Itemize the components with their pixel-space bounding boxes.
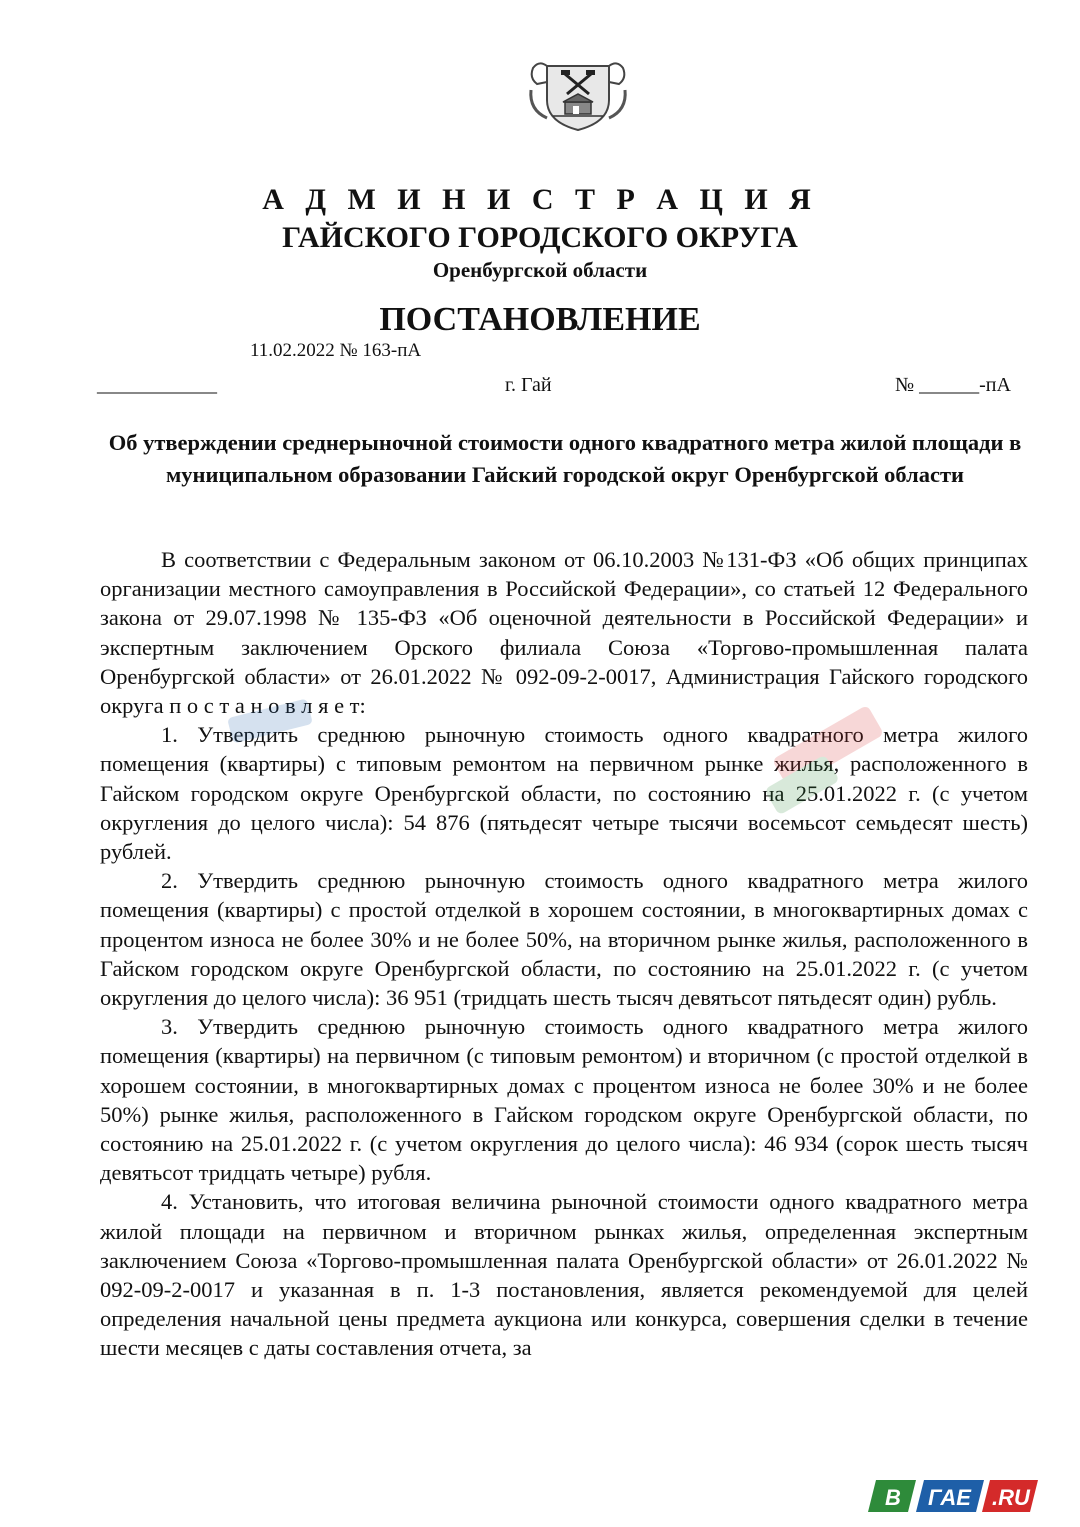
coat-of-arms-icon [527, 60, 629, 132]
clause-4: 4. Установить, что итоговая величина рыночной стоимости одного квадратного метра жилой площади на первичном и вторичном рынках жилья, определенная экспертным заключением Союза «Торгово-промышленная палата Оренбургской области» от 26.01.2022 № 092-09-2-0017 и указанная в п. 1-3 постановления, является рекомендуемой для целей определения начальной цены предмета аукциона или конкурса, совершения сделки в течение шести месяцев с даты составления отчета, за [100, 1189, 1028, 1361]
clause-1: 1. Утвердить среднюю рыночную стоимость одного квадратного метра жилого помещения (квартиры) с типовым ремонтом на первичном рынке жилья, расположенного в Гайском городском округе Оренбургской области, по состоянию на 25.01.2022 г. (с учетом округления до целого числа): 54 876 (пятьдесят четыре тысячи восемьсот семьдесят шесть) рублей. [100, 722, 1028, 865]
site-logo-icon [866, 1480, 1040, 1512]
city-label: г. Гай [505, 374, 552, 396]
svg-text:В: В [885, 1485, 901, 1510]
decree-title: ПОСТАНОВЛЕНИЕ [379, 301, 701, 338]
decree-body [100, 545, 1028, 1363]
okrug-title: ГАЙСКОГО ГОРОДСКОГО ОКРУГА [282, 221, 798, 254]
clause-3: 3. Утвердить среднюю рыночную стоимость одного квадратного метра жилого помещения (квартиры) на первичном (с типовым ремонтом) и вторичном (с простой отделкой в хорошем состоянии, в многоквартирных домах с процентом износа не более 30% и не более 50%) рынке жилья, расположенного в Гайском городском округе Оренбургской области, по состоянию на 25.01.2022 г. (с учетом округления до целого числа): 46 934 (сорок шесть тысяч девятьсот тридцать четыре) рубля. [100, 1014, 1028, 1186]
svg-text:.RU: .RU [992, 1485, 1030, 1510]
clause-2: 2. Утвердить среднюю рыночную стоимость одного квадратного метра жилого помещения (квартиры) с простой отделкой в хорошем состоянии, в многоквартирных домах с процентом износа не более 30% и не более 50%, на вторичном рынке жилья, расположенного в Гайском городском округе Оренбургской области, по состоянию на 25.01.2022 г. (с учетом округления до целого числа): 36 951 (тридцать шесть тысяч девятьсот пятьдесят один) рубль. [100, 868, 1028, 1011]
svg-text:ГАЕ: ГАЕ [928, 1485, 971, 1510]
date-blank: ____________ [97, 374, 217, 396]
number-blank: № ______-пА [895, 374, 1011, 396]
admin-title: А Д М И Н И С Т Р А Ц И Я [262, 183, 818, 216]
decree-subject: Об утверждении среднерыночной стоимости одного квадратного метра жилой площади в муниципальном образовании Гайский городской округ Оренбургской области [108, 430, 1022, 487]
registration-stamp: 11.02.2022 № 163-пА [250, 340, 422, 361]
region-title: Оренбургской области [432, 258, 648, 282]
intro-paragraph: В соответствии с Федеральным законом от 06.10.2003 №131-ФЗ «Об общих принципах организации местного самоуправления в Российской Федерации», со статьей 12 Федерального закона от 29.07.1998 № 135-ФЗ «Об оценочной деятельности в Российской Федерации» и экспертным заключением Орского филиала Союза «Торгово-промышленная палата Оренбургской области» от 26.01.2022 № 092-09-2-0017, Администрация Гайского городского округа п о с т а н о в л я е т: [100, 547, 1028, 719]
